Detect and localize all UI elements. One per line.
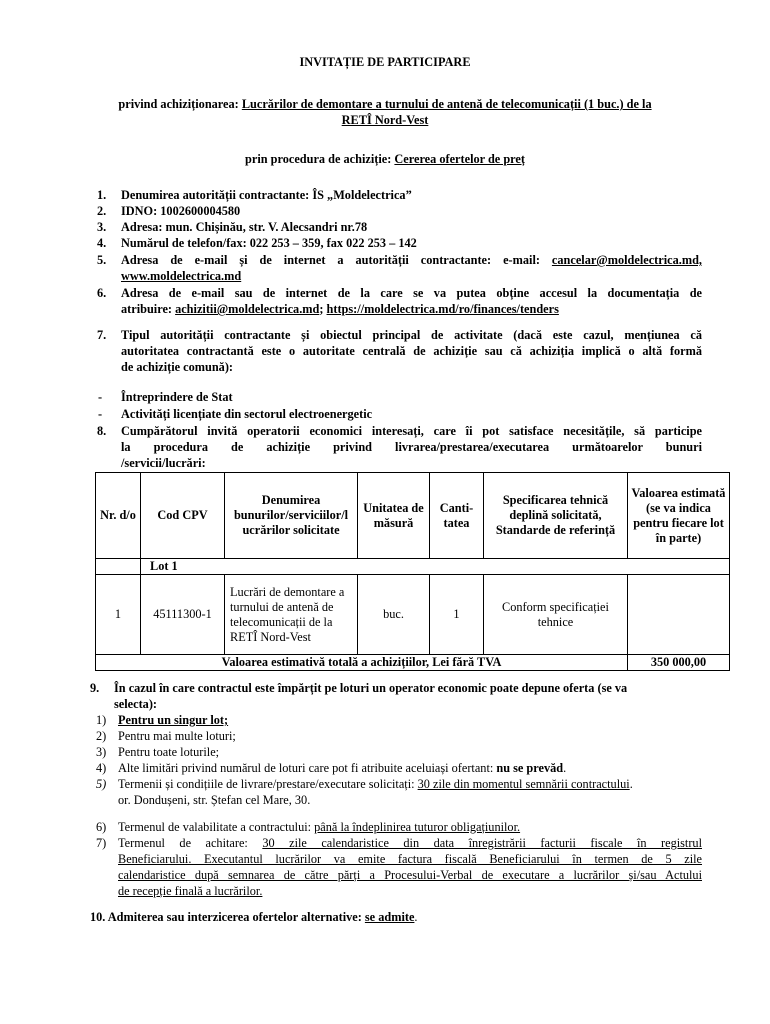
row-cpv: 45111300-1 <box>141 575 225 655</box>
validity-value: până la îndeplinirea tuturor obligațiunilor. <box>314 820 521 834</box>
item-8-line-2: la procedura de achiziție privind livrarea/prestarea/executarea următoarelor bunuri <box>121 440 702 454</box>
item-8-line-3: /servicii/lucrări: <box>121 456 206 470</box>
header-name: Denumirea bunurilor/serviciilor/l ucrărilor solicitate <box>225 473 358 559</box>
sub-item-4-number: 4) <box>96 761 107 775</box>
item-10-text: Admiterea sau interzicerea ofertelor alternative: <box>107 910 365 924</box>
payment-terms-4: de recepție finală a lucrărilor. <box>118 884 263 898</box>
table-header-row <box>96 473 730 559</box>
procedure-prefix: prin procedura de achiziție: <box>245 152 395 166</box>
tenders-link[interactable]: https://moldelectrica.md/ro/finances/tenders <box>326 302 559 316</box>
header-qty: Canti- tatea <box>430 473 484 559</box>
item-7-line-3: de achiziție comună): <box>121 360 234 374</box>
item-10-value: se admite <box>364 910 415 924</box>
row-name: Lucrări de demontare a turnului de antenă de telecomunicații de la RETÎ Nord-Vest <box>225 575 358 655</box>
subject-prefix: privind achiziționarea: <box>118 97 242 111</box>
option-all-lots: Pentru toate loturile; <box>118 745 220 759</box>
procedure-value: Cererea ofertelor de preț <box>394 152 525 166</box>
contracting-email-link[interactable]: cancelar@moldelectrica.md, <box>551 253 702 267</box>
row-spec: Conform specificației tehnice <box>484 575 628 655</box>
header-unit: Unitatea de măsură <box>358 473 430 559</box>
item-6-separator: ; <box>319 302 327 316</box>
lot-row <box>96 559 730 575</box>
sub-item-7-number: 7) <box>96 836 107 850</box>
item-3-number: 3. <box>97 220 107 234</box>
item-10-end: . <box>414 910 418 924</box>
total-value: 350 000,00 <box>628 655 730 671</box>
item-4-text: Numărul de telefon/fax: 022 253 – 359, fax 022 253 – 142 <box>121 236 417 250</box>
sub-item-6-number: 6) <box>96 820 107 834</box>
row-value <box>628 575 730 655</box>
item-10-line <box>90 910 418 925</box>
row-qty: 1 <box>430 575 484 655</box>
lot-cell-empty <box>96 559 141 575</box>
document-title: INVITAȚIE DE PARTICIPARE <box>299 55 471 69</box>
item-8-number: 8. <box>97 424 107 438</box>
item-5-number: 5. <box>97 253 107 267</box>
item-10-number: 10. <box>90 910 106 924</box>
dash-bullet: - <box>98 390 103 404</box>
procedure-line <box>0 152 770 167</box>
header-value: Valoarea estimată (se va indica pentru fiecare lot în parte) <box>628 473 730 559</box>
item-2-number: 2. <box>97 204 107 218</box>
item-2-text: IDNO: 1002600004580 <box>121 204 241 218</box>
item-5-text: Adresa de e-mail și de internet a autorității contractante: e-mail: <box>121 253 552 267</box>
subject-value: Lucrărilor de demontare a turnului de antenă de telecomunicații (1 buc.) de la <box>241 97 652 111</box>
item-4-number: 4. <box>97 236 107 250</box>
sub-item-3-number: 3) <box>96 745 107 759</box>
delivery-address: or. Dondușeni, str. Ștefan cel Mare, 30. <box>118 793 311 807</box>
item-3-text: Adresa: mun. Chișinău, str. V. Alecsandri nr.78 <box>121 220 368 234</box>
dash-item-1: Întreprindere de Stat <box>121 390 233 404</box>
lot-limits-line <box>118 761 566 776</box>
item-6-number: 6. <box>97 286 107 300</box>
validity-text: Termenul de valabilitate a contractului: <box>118 820 315 834</box>
row-unit: buc. <box>358 575 430 655</box>
item-9-line-2: selecta): <box>114 697 158 711</box>
payment-line-1 <box>118 836 702 851</box>
header-cpv: Cod CPV <box>141 473 225 559</box>
option-multiple-lots: Pentru mai multe loturi; <box>118 729 236 743</box>
sub-item-1-number: 1) <box>96 713 107 727</box>
lot-label: Lot 1 <box>141 559 730 575</box>
lot-limits-end: . <box>563 761 567 775</box>
item-8-line-1: Cumpărătorul invită operatorii economici interesați, care îi pot satisface necesitățile, să participe <box>121 424 702 438</box>
item-6-line-2 <box>121 302 559 317</box>
lot-limits-value: nu se prevăd <box>496 761 564 775</box>
item-9-line-1: În cazul în care contractul este împărțit pe loturi un operator economic poate depune oferta (se va <box>114 681 628 695</box>
payment-prefix: Termenul de achitare: <box>118 836 263 850</box>
item-1-text: Denumirea autorității contractante: ÎS „Moldelectrica” <box>121 188 412 202</box>
payment-terms-3: calendaristice după semnarea de către părți a Procesului-Verbal de executare a lucrărilor și/sau Actului <box>118 868 702 882</box>
delivery-terms-end: . <box>629 777 633 791</box>
total-label: Valoarea estimativă totală a achizițiilor, Lei fără TVA <box>96 655 628 671</box>
sub-item-5-number: 5) <box>96 777 107 791</box>
option-single-lot: Pentru un singur lot; <box>118 713 229 727</box>
subject-line-2: RETÎ Nord-Vest <box>341 113 429 127</box>
delivery-terms-text: Termenii și condițiile de livrare/prestare/executare solicitați: <box>118 777 418 791</box>
dash-bullet: - <box>98 407 103 421</box>
procurement-table <box>95 472 730 671</box>
lot-limits-text: Alte limitări privind numărul de loturi care pot fi atribuite aceluiași ofertant: <box>118 761 497 775</box>
delivery-terms-value: 30 zile din momentul semnării contractului <box>417 777 630 791</box>
validity-line <box>118 820 520 835</box>
item-9-number: 9. <box>90 681 100 695</box>
dash-item-2: Activități licențiate din sectorul electroenergetic <box>121 407 373 421</box>
subject-line-1 <box>40 97 730 112</box>
item-7-line-1: Tipul autorității contractante și obiectul principal de activitate (dacă este cazul, mențiunea că <box>121 328 702 342</box>
item-1-number: 1. <box>97 188 107 202</box>
sub-item-2-number: 2) <box>96 729 107 743</box>
item-7-line-2: autoritatea contractantă este o autoritate centrală de achiziție sau că achiziția implică o altă formă <box>121 344 702 358</box>
procurement-email-link[interactable]: achizitii@moldelectrica.md <box>175 302 320 316</box>
website-link[interactable]: www.moldelectrica.md <box>121 269 242 283</box>
item-6-prefix: atribuire: <box>121 302 176 316</box>
item-5-line-1 <box>121 253 702 268</box>
item-7-number: 7. <box>97 328 107 342</box>
total-row <box>96 655 730 671</box>
header-spec: Specificarea tehnică deplină solicitată, Standarde de referință <box>484 473 628 559</box>
header-nr: Nr. d/o <box>96 473 141 559</box>
table-row <box>96 575 730 655</box>
payment-terms-1: 30 zile calendaristice din data înregistrării facturii fiscale în registrul <box>262 836 702 850</box>
delivery-terms-line <box>118 777 633 792</box>
payment-terms-2: Beneficiarului. Executantul lucrărilor va emite factura fiscală Beneficiarului în termen de 5 zile <box>118 852 702 866</box>
item-6-line-1: Adresa de e-mail sau de internet de la care se va putea obține accesul la documentația de <box>121 286 702 300</box>
row-nr: 1 <box>96 575 141 655</box>
